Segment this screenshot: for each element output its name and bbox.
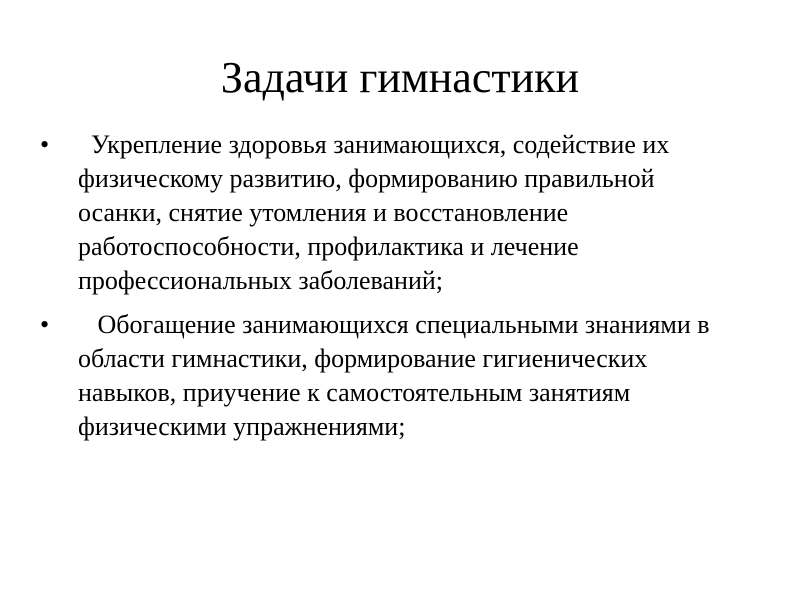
bullet-text: Обогащение занимающихся специальными знаниями в области гимнастики, формирование гигиенических навыков, приучение к самостоятельным занятиям физическими упражнениями;: [78, 310, 717, 441]
bullet-item: [40, 128, 740, 298]
bullet-list: [40, 128, 740, 454]
bullet-text: Укрепление здоровья занимающихся, содействие их физическому развитию, формированию правильной осанки, снятие утомления и восстановление работоспособности, профилактика и лечение профессиональных заболеваний;: [78, 130, 676, 295]
bullet-item: [40, 308, 740, 444]
bullet-icon: •: [40, 130, 50, 159]
slide-title: Задачи гимнастики: [220, 53, 580, 102]
bullet-icon: •: [40, 310, 50, 339]
